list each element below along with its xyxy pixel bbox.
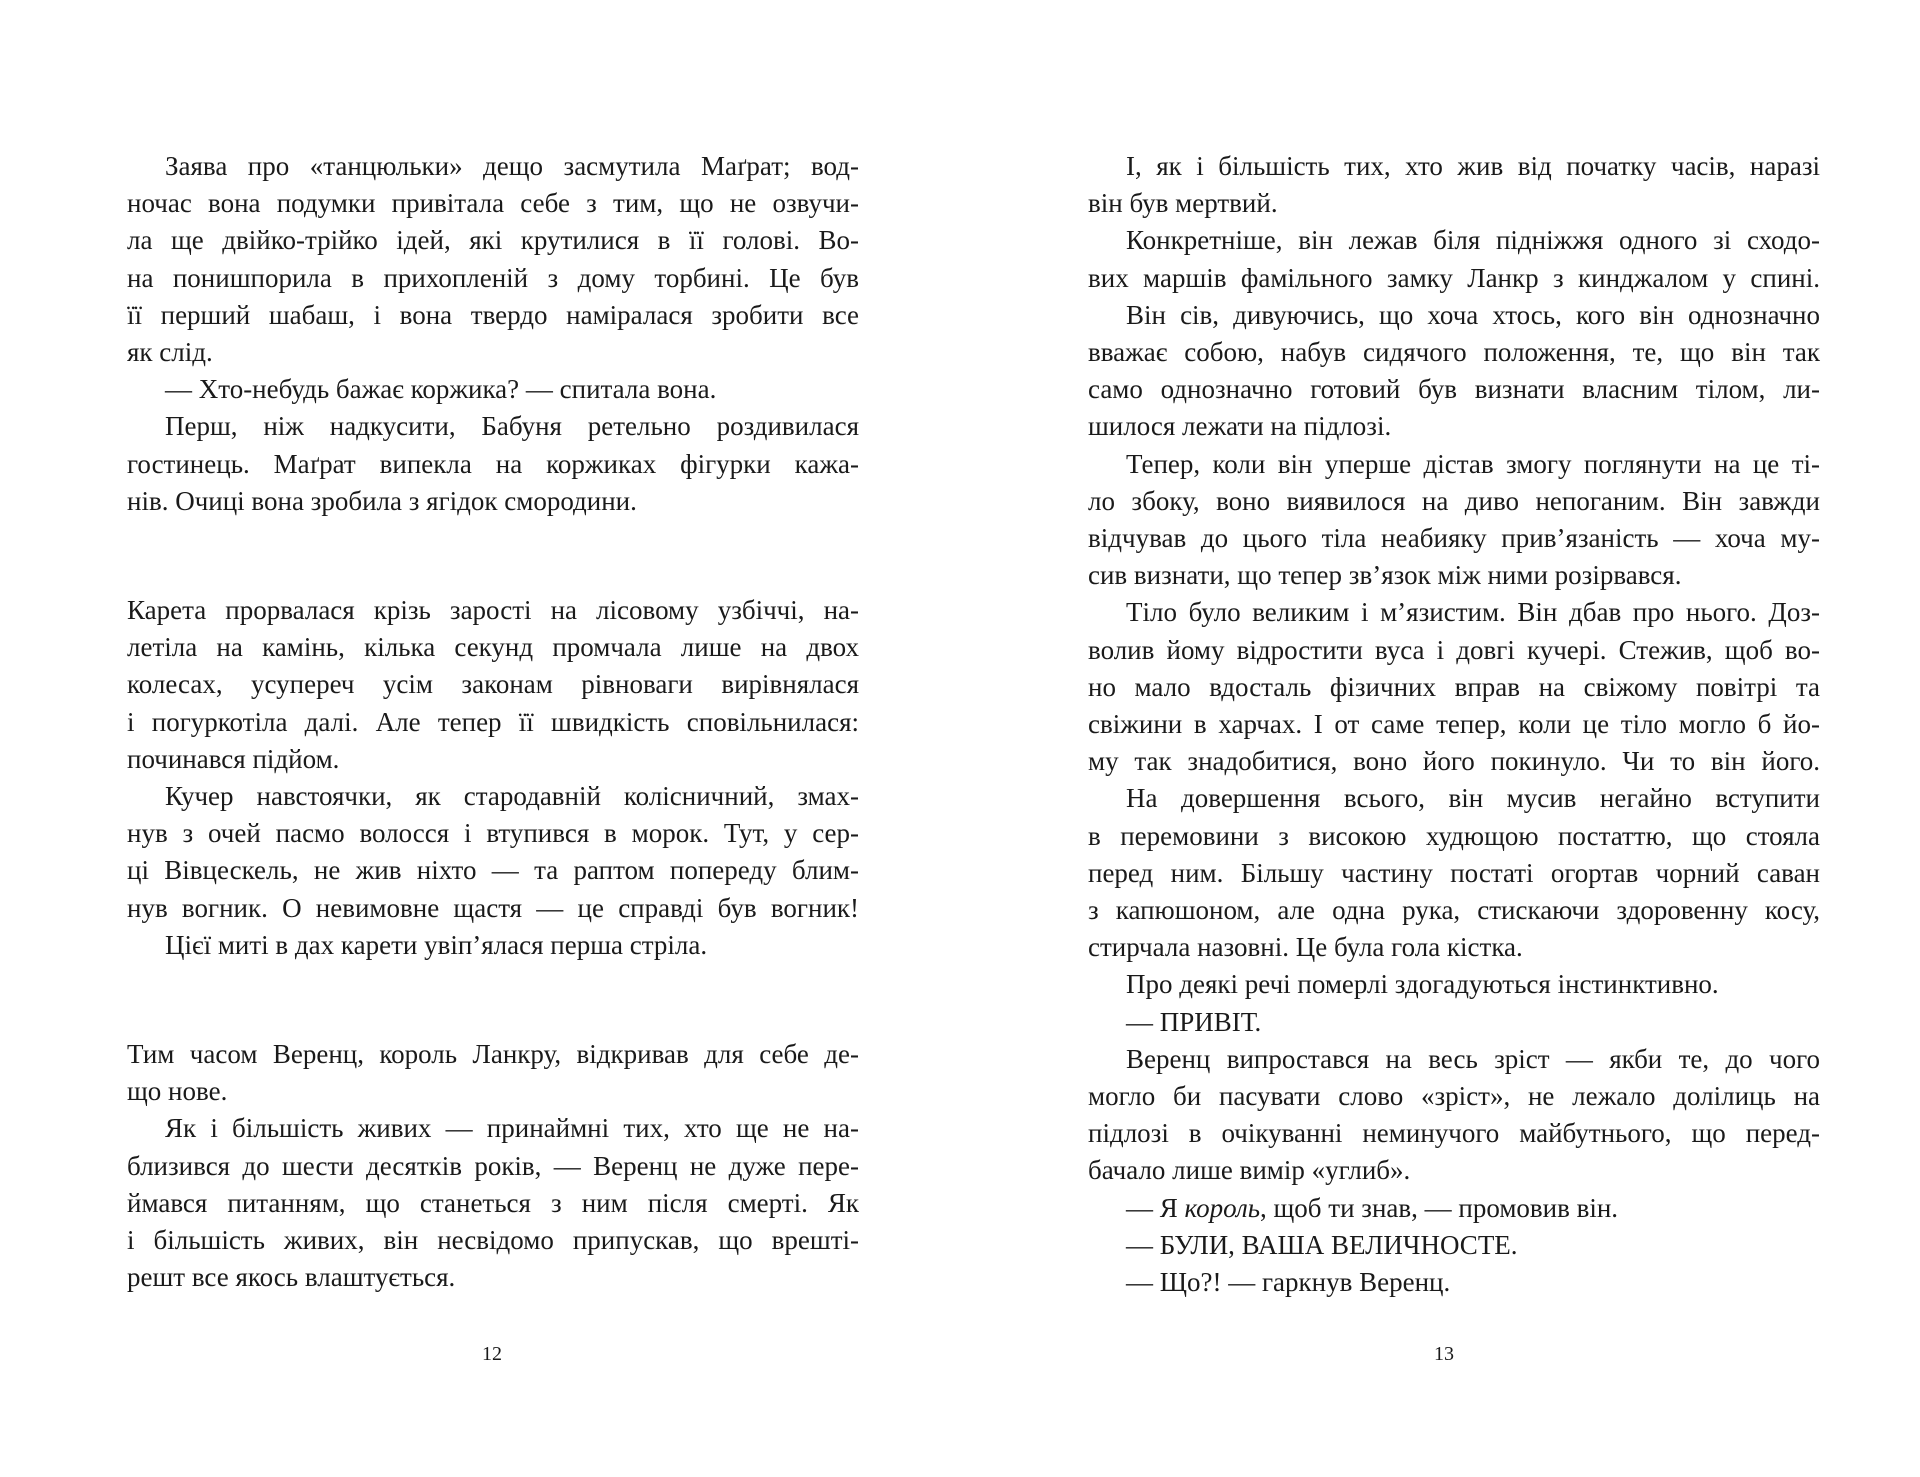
- text-line: гостинець. Маґрат випекла на коржиках фігурки кажа-: [127, 448, 859, 479]
- paragraph: [1088, 1004, 1820, 1041]
- right-text: [1088, 148, 1820, 1301]
- paragraph: [1088, 148, 1820, 222]
- text-line: Веренц випростався на весь зріст — якби те, до чого: [1126, 1043, 1820, 1074]
- text-line: нув вогник. О невимовне щастя — це справді був вогник!: [127, 892, 859, 923]
- text-line: підлозі в очікуванні неминучого майбутнього, що перед-: [1088, 1118, 1820, 1149]
- text-line: — БУЛИ, ВАША ВЕЛИЧНОСТЕ.: [1126, 1229, 1518, 1260]
- text-line: ночас вона подумки привітала себе з тим, що не озвучи-: [127, 188, 859, 219]
- paragraph: [1088, 594, 1820, 780]
- text-line: Кучер навстоячки, як стародавній колісничний, змах-: [165, 781, 859, 812]
- text-line: — Хто-небудь бажає коржика? — спитала вона.: [165, 374, 717, 405]
- left-section-1: [127, 148, 859, 520]
- text-line: вважає собою, набув сидячого положення, те, що він так: [1088, 337, 1820, 368]
- text-line: могло би пасувати слово «зріст», не лежало долілиць на: [1088, 1081, 1820, 1112]
- text-line: що нове.: [127, 1076, 228, 1107]
- text-line: но мало вдосталь фізичних вправ на свіжому повітрі та: [1088, 671, 1820, 702]
- text-line: летіла на камінь, кілька секунд промчала лише на двох: [127, 632, 859, 663]
- text-line: І, як і більшість тих, хто жив від початку часів, наразі: [1126, 151, 1820, 181]
- text-line: ці Вівцескель, не жив ніхто — та раптом попереду блим-: [127, 855, 859, 886]
- text-run: , щоб ти знав, — промовив він.: [1260, 1192, 1619, 1223]
- text-line: нув з очей пасмо волосся і втупився в морок. Тут, у сер-: [127, 818, 859, 849]
- text-line: вих маршів фамільного замку Ланкр з кинджалом у спині.: [1088, 262, 1820, 293]
- page-number: 12: [482, 1343, 502, 1365]
- text-line: сив визнати, що тепер зв’язок між ними розірвався.: [1088, 560, 1682, 591]
- text-line: і погуркотіла далі. Але тепер її швидкість сповільнилася:: [127, 706, 859, 737]
- paragraph: [127, 592, 859, 778]
- left-section-3: [127, 1036, 859, 1296]
- text-line: в перемовини з високою худющою постаттю, що стояла: [1088, 820, 1820, 851]
- text-line: Карета прорвалася крізь зарості на лісовому узбіччі, на-: [127, 595, 859, 625]
- text-line: Заява про «танцюльки» дещо засмутила Маґрат; вод-: [165, 151, 859, 181]
- text-line: стирчала назовні. Це була гола кістка.: [1088, 932, 1523, 963]
- text-line: му так знадобитися, воно його покинуло. Чи то він його.: [1088, 746, 1820, 777]
- text-line: [1088, 1190, 1820, 1227]
- text-line: Тим часом Веренц, король Ланкру, відкривав для себе де-: [127, 1039, 859, 1069]
- text-line: Як і більшість живих — принаймні тих, хто ще не на-: [165, 1113, 859, 1144]
- paragraph: [1088, 1041, 1820, 1190]
- text-line: ймався питанням, що станеться з ним після смерті. Як: [127, 1187, 859, 1218]
- text-line: він був мертвий.: [1088, 188, 1278, 219]
- text-line: Він сів, дивуючись, що хоча хтось, кого він однозначно: [1126, 299, 1820, 330]
- text-line: починався підйом.: [127, 743, 340, 774]
- text-line: Цієї миті в дах карети увіп’ялася перша стріла.: [165, 929, 708, 960]
- paragraph: [127, 778, 859, 927]
- paragraph: [127, 1036, 859, 1110]
- paragraph: [1088, 1227, 1820, 1264]
- right-page: [960, 0, 1920, 1477]
- text-line: її перший шабаш, і вона твердо наміралася зробити все: [127, 299, 859, 330]
- text-run: — Я: [1126, 1192, 1185, 1223]
- text-line: нів. Очиці вона зробила з ягідок смородини.: [127, 485, 637, 516]
- text-line: перед ним. Більшу частину постаті огортав чорний саван: [1088, 857, 1820, 888]
- text-line: як слід.: [127, 337, 213, 368]
- page-number: 13: [1434, 1343, 1454, 1365]
- text-line: само однозначно готовий був визнати власним тілом, ли-: [1088, 374, 1820, 405]
- paragraph: [127, 408, 859, 520]
- text-line: На довершення всього, він мусив негайно вступити: [1126, 783, 1820, 814]
- paragraph: [127, 1110, 859, 1296]
- text-line: свіжини в харчах. І от саме тепер, коли це тіло могло б йо-: [1088, 709, 1820, 740]
- text-line: і більшість живих, він несвідомо припускав, що врешті-: [127, 1225, 859, 1256]
- text-line: — Що?! — гаркнув Веренц.: [1126, 1267, 1451, 1298]
- text-line: близився до шести десятків років, — Веренц не дуже пере-: [127, 1150, 859, 1181]
- paragraph: [1088, 1190, 1820, 1227]
- paragraph: [1088, 966, 1820, 1003]
- paragraph: [1088, 780, 1820, 966]
- paragraph: [127, 371, 859, 408]
- text-line: Про деякі речі померлі здогадуються інстинктивно.: [1126, 969, 1719, 1000]
- paragraph: [1088, 222, 1820, 296]
- text-line: ло збоку, воно виявилося на диво непоганим. Він завжди: [1088, 485, 1820, 516]
- text-line: бачало лише вимір «углиб».: [1088, 1155, 1411, 1186]
- text-line: Перш, ніж надкусити, Бабуня ретельно роздивилася: [165, 411, 859, 442]
- paragraph: [1088, 297, 1820, 446]
- text-line: шилося лежати на підлозі.: [1088, 411, 1392, 442]
- text-line: решт все якось влаштується.: [127, 1262, 456, 1293]
- emphasis-king: король: [1184, 1192, 1261, 1223]
- text-line: волив йому відростити вуса і довгі кучері. Стежив, щоб во-: [1088, 634, 1820, 665]
- text-line: відчував до цього тіла неабияку прив’язаність — хоча му-: [1088, 523, 1820, 554]
- paragraph: [127, 927, 859, 964]
- paragraph: [1088, 1264, 1820, 1301]
- text-line: з капюшоном, але одна рука, стискаючи здоровенну косу,: [1088, 895, 1820, 926]
- left-section-2: [127, 592, 859, 964]
- text-line: колесах, усупереч усім законам рівноваги вирівнялася: [127, 669, 859, 700]
- paragraph: [1088, 446, 1820, 595]
- text-line: Тепер, коли він уперше дістав змогу поглянути на це ті-: [1126, 448, 1820, 479]
- text-line: Конкретніше, він лежав біля підніжжя одного зі сходо-: [1126, 225, 1820, 256]
- text-line: — ПРИВІТ.: [1126, 1006, 1262, 1037]
- text-line: Тіло було великим і м’язистим. Він дбав про нього. Доз-: [1126, 597, 1820, 628]
- text-line: ла ще двійко-трійко ідей, які крутилися в її голові. Во-: [127, 225, 859, 256]
- paragraph: [127, 148, 859, 371]
- text-line: на понишпорила в прихопленій з дому торбині. Це був: [127, 262, 859, 293]
